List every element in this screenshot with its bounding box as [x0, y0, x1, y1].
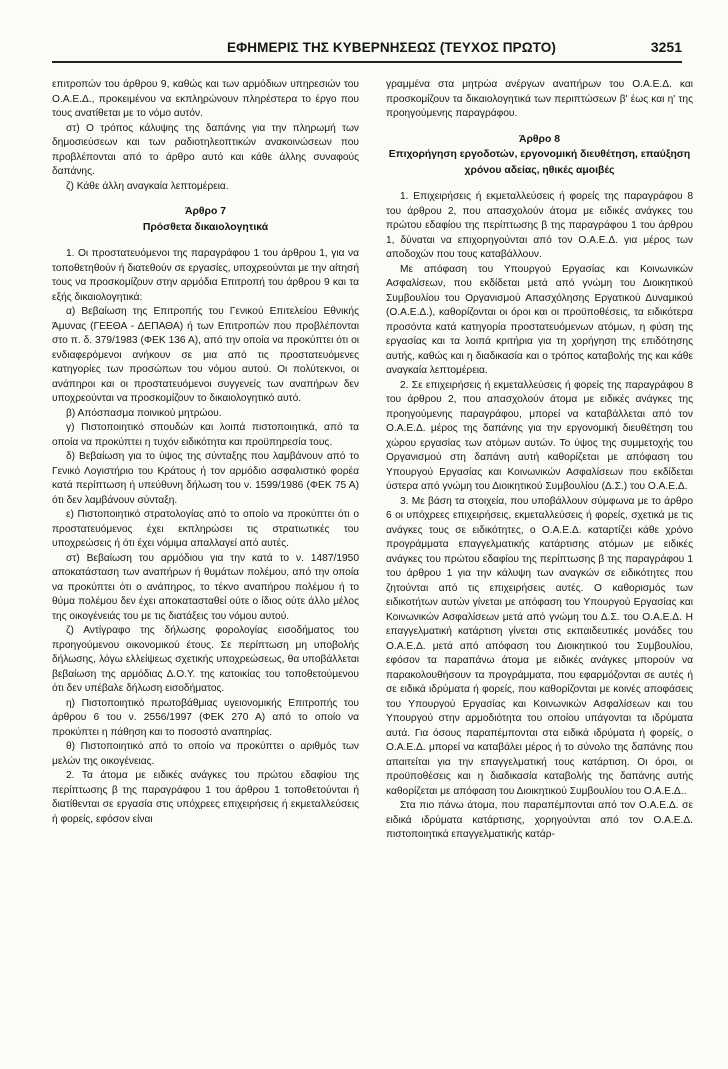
- paragraph: α) Βεβαίωση της Επιτροπής του Γενικού Επιτελείου Εθνικής Άμυνας (ΓΕΕΘΑ - ΔΕΠΑΘΑ) ή των Επιτροπών που προβλέπονται στο π. δ. 379/1983 (ΦΕΚ 136 Α), από την οποία να προκύπτει ότι οι ενδιαφερόμενοι ανήκουν σε μια από τις προστατευόμενες κατηγορίες των προσώπων του νόμου αυτού. Οι πολύτεκνοι, οι ανάπηροι και οι προστατευόμενοι συγγενείς των αναπήρων δεν υποχρεούνται να προσκομίζουν το δικαιολογητικό αυτό.: [52, 306, 359, 404]
- gazette-title: ΕΦΗΜΕΡΙΣ ΤΗΣ ΚΥΒΕΡΝΗΣΕΩΣ (ΤΕΥΧΟΣ ΠΡΩΤΟ): [227, 40, 556, 55]
- paragraph: β) Απόσπασμα ποινικού μητρώου.: [66, 407, 222, 419]
- paragraph: 1. Επιχειρήσεις ή εκμεταλλεύσεις ή φορείς της παραγράφου 8 του άρθρου 2, που απασχολούν άτομα με ειδικές ανάγκες του πρώτου εδαφίου της περίπτωσης β της παραγράφου 1 του άρθρου 1, δύναται να επιχορηγούνται από τον Ο.Α.Ε.Δ. για μέρος των αποδοχών που τους καταβάλλουν.: [386, 191, 693, 260]
- paragraph: η) Πιστοποιητικό πρωτοβάθμιας υγειονομικής Επιτροπής του άρθρου 6 του ν. 2556/1997 (ΦΕΚ 270 Α) από το οποίο να προκύπτει η πάθηση και το ποσοστό αναπηρίας.: [52, 697, 359, 738]
- paragraph: 1. Οι προστατευόμενοι της παραγράφου 1 του άρθρου 1, για να τοποθετηθούν ή διατεθούν σε εργασίες, υποχρεούνται με την αίτησή τους να προσκομίζουν στην αρμόδια Επιτροπή του άρθρου 9 και τα εξής δικαιολογητικά:: [52, 248, 359, 303]
- paragraph: ε) Πιστοποιητικό στρατολογίας από το οποίο να προκύπτει ότι ο προστατευόμενος έχει εκπληρώσει τις στρατιωτικές του υποχρεώσεις ή ότι έχει νόμιμα απαλλαγεί από αυτές.: [52, 509, 359, 549]
- paragraph: Στα πιο πάνω άτομα, που παραπέμπονται από τον Ο.Α.Ε.Δ. σε ειδικά ιδρύματα κατάρτισης, χορηγούνται από τον Ο.Α.Ε.Δ. πιστοποιητικά επαγγελματικής κατάρ-: [386, 800, 693, 840]
- header-rule: [52, 61, 682, 63]
- paragraph: 2. Τα άτομα με ειδικές ανάγκες του πρώτου εδαφίου της περίπτωσης β της παραγράφου 1 του άρθρου 1 τοποθετούνται ή διατίθενται σε εργασία στις υπόχρεες επιχειρήσεις ή εκμεταλλεύσεις ή φορείς, εφόσον είναι: [52, 770, 359, 825]
- page-number: 3251: [650, 39, 682, 55]
- page-header: [52, 38, 682, 60]
- article-title: Επιχορήγηση εργοδοτών, εργονομική διευθέτηση, επαύξηση χρόνου αδείας, ηθικές αμοιβές: [388, 149, 691, 176]
- paragraph: γραμμένα στα μητρώα ανέργων αναπήρων του Ο.Α.Ε.Δ. και προσκομίζουν τα δικαιολογητικά των περιπτώσεων β' έως και η' της προηγούμενης παραγράφου.: [386, 79, 693, 119]
- right-column: [386, 78, 693, 1063]
- paragraph: 3. Με βάση τα στοιχεία, που υποβάλλουν σύμφωνα με το άρθρο 6 οι υπόχρεες επιχειρήσεις, εκμεταλλεύσεις ή φορείς, σχετικά με τις ανάγκες τους σε ειδικότητες, ο Ο.Α.Ε.Δ. καταρτίζει κάθε χρόνο προγράμματα επαγγελματικής κατάρτισης ατόμων με ειδικές ανάγκες του πρώτου εδαφίου της περίπτωσης β της παραγράφου 1 του άρθρου 1 για την κάλυψη των αναγκών σε ειδικότητες που ζητούνται από τις επιχειρήσεις αυτές. Ο καθορισμός των ειδικοτήτων αυτών γίνεται με απόφαση του Υπουργού Εργασίας και Κοινωνικών Ασφαλίσεων μετά από γνώμη του Δ.Σ. του Ο.Α.Ε.Δ. Η επαγγελματική κατάρτιση γίνεται στις εκπαιδευτικές μονάδες του Ο.Α.Ε.Δ. μετά από απόφαση του Διοικητικού του Συμβουλίου, εφόσον τα παραπάνω άτομα με ειδικές ανάγκες μπορούν να παρακολουθήσουν τα προγράμματα, που εφαρμόζονται σε αυτές ή σε ειδικά ιδρύματα ή φορείς, που καθορίζονται με κοινές αποφάσεις του Υπουργού Εργασίας και Κοινωνικών Ασφαλίσεων και του Υπουργού στην αρμοδιότητα του οποίου υπάγονται τα ιδρύματα αυτά. Για όσους παραπέμπονται στα ειδικά ιδρύματα ή φορείς, ο Ο.Α.Ε.Δ. μπορεί να καταβάλει μέρος ή το σύνολο της δαπάνης που απαιτείται για την επαγγελματική τους κατάρτιση. Οι όροι, οι προϋποθέσεις και η διαδικασία καταβολής της δαπάνης αυτής καθορίζεται με απόφαση του Διοικητικού Συμβουλίου του Ο.Α.Ε.Δ..: [386, 495, 693, 797]
- paragraph: ζ) Αντίγραφο της δήλωσης φορολογίας εισοδήματος του προηγούμενου οικονομικού έτους. Σε περίπτωση μη υποβολής δήλωσης, λόγω ελλείψεως σχετικής υποχρεώσεως, θα υποβάλλεται βεβαίωση της αρμόδιας Δ.Ο.Υ. της κατοικίας του τοποθετούμενου ότι δεν υπέβαλε δήλωση εισοδήματος.: [52, 625, 359, 694]
- paragraph: επιτροπών του άρθρου 9, καθώς και των αρμόδιων υπηρεσιών του Ο.Α.Ε.Δ., προκειμένου να εκπληρώνουν πληρέστερα το έργο που τους ανατίθεται με το νόμο αυτόν.: [52, 79, 359, 119]
- paragraph: δ) Βεβαίωση για το ύψος της σύνταξης που λαμβάνουν από το Γενικό Λογιστήριο του Κράτους ή τον αρμόδιο ασφαλιστικό φορέα κατά περίπτωση ή υπεύθυνη δήλωση του ν. 1599/1986 (ΦΕΚ 75 Α) ότι δεν λαμβάνουν σύνταξη.: [52, 451, 359, 506]
- article-7-heading-block: [52, 204, 359, 235]
- paragraph: θ) Πιστοποιητικό από το οποίο να προκύπτει ο αριθμός των μελών της οικογένειας.: [52, 741, 359, 767]
- article-title: Πρόσθετα δικαιολογητικά: [142, 221, 269, 233]
- article-heading: Άρθρο 7: [185, 206, 226, 217]
- paragraph: ζ) Κάθε άλλη αναγκαία λεπτομέρεια.: [66, 180, 229, 192]
- paragraph: Με απόφαση του Υπουργού Εργασίας και Κοινωνικών Ασφαλίσεων, που εκδίδεται μετά από γνώμη του Διοικητικού Συμβουλίου του Οργανισμού Απασχόλησης Εργατικού Δυναμικού (Ο.Α.Ε.Δ.), καθορίζονται οι όροι και οι προϋποθέσεις, τα ειδικότερα προσόντα κατά κατηγορία προστατευόμενων ατόμων, η φύση της εργασίας και τα λοιπά κριτήρια για τη χορήγηση της επιδότησης αυτής, καθώς και η διαδικασία και ο τρόπος καταβολής της και κάθε αναγκαία λεπτομέρεια.: [386, 263, 693, 376]
- article-heading: Άρθρο 8: [519, 133, 560, 145]
- paragraph: στ) Ο τρόπος κάλυψης της δαπάνης για την πληρωμή των δημοσιεύσεων και των ραδιοτηλεοπτικών ανακοινώσεων που προβλέπονται από το άρθρο αυτό και κάθε άλλης συναφούς δαπάνης.: [52, 122, 359, 177]
- paragraph: 2. Σε επιχειρήσεις ή εκμεταλλεύσεις ή φορείς της παραγράφου 8 του άρθρου 2, που απασχολούν άτομα με ειδικές ανάγκες της προηγούμενης παραγράφου, μπορεί να καταβάλλεται από τον Ο.Α.Ε.Δ. μέρος της δαπάνης για την εργονομική διευθέτηση του χώρου εργασίας των ατόμων αυτών. Το ύψος της συμμετοχής του Οργανισμού στη δαπάνη αυτή καθορίζεται με απόφαση του Υπουργού Εργασίας και Κοινωνικών Ασφαλίσεων που εκδίδεται ύστερα από γνώμη του Διοικητικού Συμβουλίου (Δ.Σ.) του Ο.Α.Ε.Δ.: [386, 379, 693, 492]
- left-column: [52, 78, 359, 1063]
- paragraph: στ) Βεβαίωση του αρμόδιου για την κατά το ν. 1487/1950 αποκατάσταση των αναπήρων ή θυμάτων πολέμου, από την οποία να προκύπτει ότι ο ανάπηρος, το τέκνο αναπήρου πολέμου ή το θύμα πολέμου δεν έχει αποκατασταθεί ούτε ο ίδιος ούτε άλλο μέλος της οικογένειάς του με τις διατάξεις του νόμου αυτού.: [52, 552, 359, 622]
- paragraph: γ) Πιστοποιητικό σπουδών και λοιπά πιστοποιητικά, από τα οποία να προκύπτει η τυχόν ειδικότητα και προϋπηρεσία τους.: [52, 422, 359, 448]
- article-8-heading-block: [386, 132, 693, 179]
